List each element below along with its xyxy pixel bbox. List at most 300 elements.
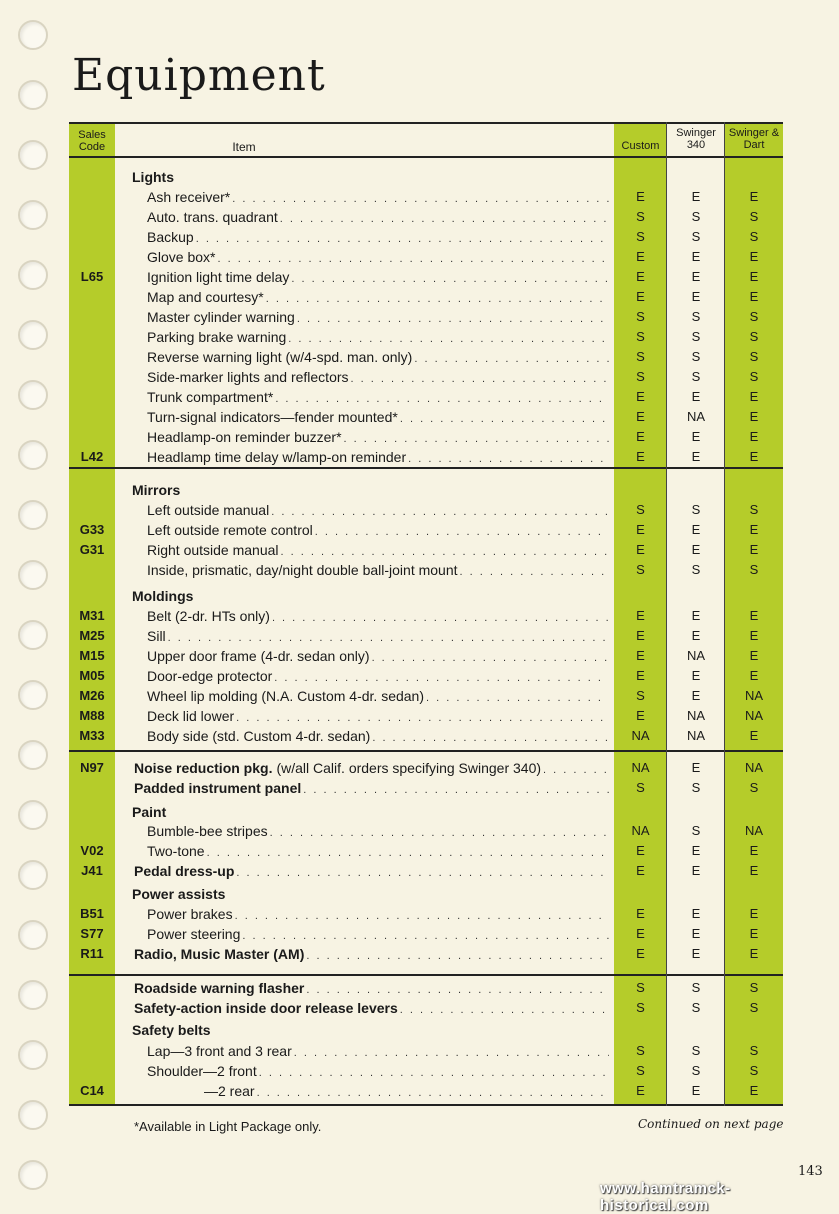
- custom-value: E: [636, 522, 645, 537]
- custom-value: S: [636, 502, 645, 517]
- table-row: [69, 347, 783, 367]
- custom-value: S: [636, 369, 645, 384]
- swinger-dart-value: E: [749, 289, 759, 304]
- custom-value: E: [636, 863, 645, 878]
- item-text: Power steering: [147, 926, 241, 942]
- item-text: Power brakes: [147, 906, 233, 922]
- swinger-dart-value: S: [749, 980, 759, 995]
- table-row: [69, 1041, 783, 1061]
- table-row: [69, 367, 783, 387]
- custom-value: E: [636, 449, 645, 464]
- item-text: Ignition light time delay: [147, 269, 290, 285]
- item-label: [147, 500, 609, 520]
- swinger340-value: E: [691, 946, 701, 961]
- item-text: Glove box*: [147, 249, 216, 265]
- dot-leader: [460, 562, 609, 582]
- sales-code: M88: [79, 708, 105, 723]
- heading-power-assists: Power assists: [132, 886, 226, 902]
- dot-leader: [196, 229, 609, 249]
- item-text: Headlamp time delay w/lamp-on reminder: [147, 449, 407, 465]
- item-text: —2 rear: [204, 1083, 255, 1099]
- table-row: [69, 606, 783, 626]
- swinger-dart-value: E: [749, 269, 759, 284]
- custom-value: E: [636, 843, 645, 858]
- swinger340-value: E: [691, 289, 701, 304]
- swinger-dart-value: E: [749, 926, 759, 941]
- dot-leader: [372, 728, 609, 748]
- sales-code: M31: [79, 608, 105, 623]
- table-row: [69, 841, 783, 861]
- item-label: [147, 841, 609, 861]
- swinger340-value: E: [691, 688, 701, 703]
- item-label: [147, 666, 609, 686]
- item-label: [147, 387, 609, 407]
- swinger-dart-value: E: [749, 1083, 759, 1098]
- item-label: [147, 1061, 609, 1081]
- dot-leader: [242, 926, 609, 946]
- item-label: [134, 778, 609, 798]
- item-label: [147, 427, 609, 447]
- item-label: [147, 267, 609, 287]
- swinger340-value: E: [691, 249, 701, 264]
- header-sales-code: Sales Code: [78, 129, 106, 153]
- swinger340-value: E: [691, 429, 701, 444]
- header-swinger-dart: Swinger & Dart: [728, 127, 780, 151]
- swinger-dart-value: E: [749, 522, 759, 537]
- dot-leader: [351, 369, 609, 389]
- table-row: [69, 500, 783, 520]
- item-label: [204, 1081, 609, 1101]
- item-text: Roadside warning flasher: [134, 980, 305, 996]
- table-row: [69, 861, 783, 881]
- footnote: *Available in Light Package only.: [134, 1119, 322, 1134]
- item-label: [134, 861, 609, 881]
- table-row: [69, 758, 783, 778]
- item-text: Right outside manual: [147, 542, 279, 558]
- dot-leader: [303, 780, 609, 800]
- binder-hole: [18, 500, 48, 530]
- item-text: Auto. trans. quadrant: [147, 209, 278, 225]
- swinger340-value: S: [691, 1063, 701, 1078]
- swinger340-value: E: [691, 863, 701, 878]
- dot-leader: [281, 542, 609, 562]
- swinger340-value: S: [691, 562, 701, 577]
- header-swinger340: Swinger 340: [676, 127, 716, 151]
- swinger340-value: E: [691, 906, 701, 921]
- custom-value: E: [636, 946, 645, 961]
- sales-code: J41: [81, 863, 103, 878]
- custom-value: S: [636, 1000, 645, 1015]
- sales-code: M33: [79, 728, 105, 743]
- custom-value: S: [636, 688, 645, 703]
- item-text: Body side (std. Custom 4-dr. sedan): [147, 728, 371, 744]
- dot-leader: [274, 668, 609, 688]
- item-text: Parking brake warning: [147, 329, 287, 345]
- table-row: [69, 666, 783, 686]
- custom-value: E: [636, 542, 645, 557]
- item-label: [147, 924, 609, 944]
- item-label: [147, 520, 609, 540]
- swinger-dart-value: S: [749, 1000, 759, 1015]
- swinger340-value: S: [691, 823, 701, 838]
- item-text: Map and courtesy*: [147, 289, 264, 305]
- item-text: Turn-signal indicators—fender mounted*: [147, 409, 398, 425]
- swinger340-value: E: [691, 760, 701, 775]
- sales-code: V02: [80, 843, 104, 858]
- table-row: [69, 998, 783, 1018]
- item-label: [147, 287, 609, 307]
- sales-code: S77: [80, 926, 104, 941]
- sales-code: B51: [80, 906, 104, 921]
- table-row: [69, 706, 783, 726]
- item-label: [147, 686, 609, 706]
- custom-value: E: [636, 906, 645, 921]
- swinger340-value: E: [691, 269, 701, 284]
- item-text: Radio, Music Master (AM): [134, 946, 305, 962]
- custom-value: S: [636, 980, 645, 995]
- dot-leader: [400, 409, 609, 429]
- swinger340-value: NA: [686, 728, 706, 743]
- table-row: [69, 447, 783, 467]
- swinger-dart-value: NA: [744, 760, 764, 775]
- table-row: [69, 387, 783, 407]
- item-text: Pedal dress-up: [134, 863, 235, 879]
- dot-leader: [408, 449, 609, 469]
- sales-code: G33: [79, 522, 105, 537]
- swinger-dart-value: E: [749, 189, 759, 204]
- table-row: [69, 520, 783, 540]
- swinger340-value: E: [691, 926, 701, 941]
- dot-leader: [288, 329, 609, 349]
- custom-value: E: [636, 409, 645, 424]
- item-label: [147, 347, 609, 367]
- item-label: [147, 187, 609, 207]
- swinger-dart-value: E: [749, 728, 759, 743]
- swinger340-value: E: [691, 1083, 701, 1098]
- custom-value: E: [636, 668, 645, 683]
- item-label: [147, 367, 609, 387]
- item-text: Two-tone: [147, 843, 205, 859]
- swinger340-value: E: [691, 668, 701, 683]
- swinger-dart-value: S: [749, 1063, 759, 1078]
- table-row: [69, 247, 783, 267]
- custom-value: E: [636, 926, 645, 941]
- swinger-dart-value: S: [749, 369, 759, 384]
- sales-code: M05: [79, 668, 105, 683]
- item-text: Backup: [147, 229, 194, 245]
- item-text: Sill: [147, 628, 166, 644]
- swinger-dart-value: E: [749, 542, 759, 557]
- item-text: Upper door frame (4-dr. sedan only): [147, 648, 370, 664]
- table-row: [69, 944, 783, 964]
- dot-leader: [372, 648, 609, 668]
- custom-value: S: [636, 562, 645, 577]
- dot-leader: [400, 1000, 609, 1020]
- item-label: [147, 560, 609, 580]
- item-label: [147, 646, 609, 666]
- swinger-dart-value: NA: [744, 823, 764, 838]
- dot-leader: [315, 522, 609, 542]
- item-label: [147, 904, 609, 924]
- custom-value: NA: [631, 728, 650, 743]
- heading-moldings: Moldings: [132, 588, 194, 604]
- item-label: [147, 327, 609, 347]
- swinger-dart-value: S: [749, 329, 759, 344]
- binder-hole: [18, 1160, 48, 1190]
- item-text: Side-marker lights and reflectors: [147, 369, 349, 385]
- dot-leader: [266, 289, 609, 309]
- custom-value: E: [636, 648, 645, 663]
- swinger-dart-value: E: [749, 946, 759, 961]
- item-text: Inside, prismatic, day/night double ball-joint mount: [147, 562, 458, 578]
- dot-leader: [297, 309, 609, 329]
- table-row: [69, 726, 783, 746]
- sales-code: N97: [80, 760, 104, 775]
- binder-hole: [18, 260, 48, 290]
- dot-leader: [207, 843, 609, 863]
- swinger340-value: E: [691, 542, 701, 557]
- custom-value: S: [636, 229, 645, 244]
- binder-hole: [18, 320, 48, 350]
- dot-leader: [272, 608, 609, 628]
- swinger-dart-value: E: [749, 409, 759, 424]
- custom-value: E: [636, 708, 645, 723]
- dot-leader: [257, 1083, 609, 1103]
- swinger-dart-value: E: [749, 668, 759, 683]
- dot-leader: [306, 946, 609, 966]
- table-top-rule: [69, 122, 783, 124]
- heading-mirrors: Mirrors: [132, 482, 181, 498]
- dot-leader: [291, 269, 609, 289]
- table-row: [69, 287, 783, 307]
- dot-leader: [259, 1063, 609, 1083]
- header-item: Item: [232, 140, 256, 154]
- item-label: [147, 540, 609, 560]
- binder-hole: [18, 560, 48, 590]
- item-text: Headlamp-on reminder buzzer*: [147, 429, 342, 445]
- header-custom: Custom: [621, 140, 660, 152]
- custom-value: S: [636, 329, 645, 344]
- custom-value: E: [636, 628, 645, 643]
- page-number: 143: [798, 1164, 823, 1179]
- item-label: [147, 247, 609, 267]
- swinger340-value: E: [691, 449, 701, 464]
- swinger340-value: S: [691, 229, 701, 244]
- swinger340-value: S: [691, 209, 701, 224]
- table-row: [69, 207, 783, 227]
- item-label: [134, 758, 609, 778]
- table-row: [69, 307, 783, 327]
- binder-hole: [18, 920, 48, 950]
- heading-paint: Paint: [132, 804, 167, 820]
- swinger340-value: S: [691, 369, 701, 384]
- dot-leader: [232, 189, 609, 209]
- sales-code: M25: [79, 628, 105, 643]
- continued-note: Continued on next page: [638, 1117, 784, 1131]
- custom-value: S: [636, 1043, 645, 1058]
- dot-leader: [306, 980, 609, 1000]
- table-row: [69, 187, 783, 207]
- binder-hole: [18, 860, 48, 890]
- custom-value: S: [636, 349, 645, 364]
- dot-leader: [236, 863, 609, 883]
- item-text: Noise reduction pkg.: [134, 760, 273, 776]
- binder-hole: [18, 440, 48, 470]
- item-label: [147, 706, 609, 726]
- binder-hole: [18, 680, 48, 710]
- table-row: [69, 686, 783, 706]
- binder-hole: [18, 20, 48, 50]
- swinger-dart-value: S: [749, 349, 759, 364]
- item-text: Door-edge protector: [147, 668, 273, 684]
- table-row: [69, 821, 783, 841]
- header-rule: [69, 156, 783, 158]
- swinger-dart-value: E: [749, 608, 759, 623]
- dot-leader: [414, 349, 609, 369]
- dot-leader: [280, 209, 609, 229]
- item-text: Deck lid lower: [147, 708, 235, 724]
- swinger-dart-value: E: [749, 843, 759, 858]
- custom-value: E: [636, 289, 645, 304]
- item-text: Safety-action inside door release levers: [134, 1000, 398, 1016]
- table-row: [69, 1081, 783, 1101]
- swinger340-value: E: [691, 389, 701, 404]
- item-label: [147, 307, 609, 327]
- item-label: [147, 207, 609, 227]
- swinger-dart-value: S: [749, 229, 759, 244]
- swinger340-value: E: [691, 628, 701, 643]
- custom-value: E: [636, 389, 645, 404]
- table-row: [69, 646, 783, 666]
- table-row: [69, 978, 783, 998]
- swinger340-value: S: [691, 1000, 701, 1015]
- item-label: [147, 447, 609, 467]
- swinger-dart-value: E: [749, 863, 759, 878]
- dot-leader: [271, 502, 609, 522]
- item-label: [147, 821, 609, 841]
- dot-leader: [294, 1043, 609, 1063]
- swinger340-value: S: [691, 309, 701, 324]
- dot-leader: [270, 823, 609, 843]
- sales-code: L65: [80, 269, 104, 284]
- dot-leader: [426, 688, 609, 708]
- sales-code: M15: [79, 648, 105, 663]
- item-text: Shoulder—2 front: [147, 1063, 257, 1079]
- swinger340-value: S: [691, 329, 701, 344]
- item-label: [134, 998, 609, 1018]
- table-row: [69, 778, 783, 798]
- item-label: [147, 1041, 609, 1061]
- swinger340-value: NA: [686, 648, 706, 663]
- item-text: Trunk compartment*: [147, 389, 274, 405]
- item-text: Wheel lip molding (N.A. Custom 4-dr. sedan): [147, 688, 424, 704]
- swinger-dart-value: S: [749, 780, 759, 795]
- watermark: www.hamtramck-historical.com: [600, 1180, 731, 1214]
- binder-hole: [18, 80, 48, 110]
- binder-hole: [18, 1100, 48, 1130]
- swinger-dart-value: E: [749, 906, 759, 921]
- item-label: [134, 978, 609, 998]
- custom-value: NA: [631, 760, 650, 775]
- swinger-dart-value: E: [749, 648, 759, 663]
- item-text: Master cylinder warning: [147, 309, 295, 325]
- dot-leader: [275, 389, 609, 409]
- swinger-dart-value: E: [749, 249, 759, 264]
- table-bottom-rule: [69, 1104, 783, 1106]
- swinger340-value: E: [691, 189, 701, 204]
- swinger-dart-value: S: [749, 502, 759, 517]
- heading-safety-belts: Safety belts: [132, 1022, 211, 1038]
- sales-code: C14: [80, 1083, 104, 1098]
- dot-leader: [217, 249, 609, 269]
- table-row: [69, 227, 783, 247]
- sales-code: R11: [80, 946, 104, 961]
- custom-value: E: [636, 429, 645, 444]
- table-row: [69, 904, 783, 924]
- custom-value: E: [636, 269, 645, 284]
- binder-holes: [18, 20, 48, 1180]
- section-rule: [69, 974, 783, 976]
- swinger-dart-value: S: [749, 562, 759, 577]
- table-row: [69, 427, 783, 447]
- item-label: [134, 944, 609, 964]
- table-row: [69, 267, 783, 287]
- binder-hole: [18, 200, 48, 230]
- swinger340-value: S: [691, 1043, 701, 1058]
- custom-value: NA: [631, 823, 650, 838]
- equipment-table: [69, 122, 783, 1106]
- custom-value: S: [636, 309, 645, 324]
- swinger-dart-value: S: [749, 209, 759, 224]
- item-text: Left outside remote control: [147, 522, 313, 538]
- swinger-dart-value: E: [749, 628, 759, 643]
- item-text: Padded instrument panel: [134, 780, 302, 796]
- swinger340-value: E: [691, 608, 701, 623]
- table-row: [69, 626, 783, 646]
- item-text: Ash receiver*: [147, 189, 231, 205]
- binder-hole: [18, 1040, 48, 1070]
- custom-value: S: [636, 1063, 645, 1078]
- heading-lights: Lights: [132, 169, 174, 185]
- sales-code: L42: [80, 449, 104, 464]
- item-text: Bumble-bee stripes: [147, 823, 268, 839]
- swinger340-value: NA: [686, 708, 706, 723]
- binder-hole: [18, 140, 48, 170]
- swinger-dart-value: E: [749, 389, 759, 404]
- swinger340-value: S: [691, 980, 701, 995]
- swinger-dart-value: NA: [744, 708, 764, 723]
- binder-hole: [18, 620, 48, 650]
- table-row: [69, 540, 783, 560]
- swinger-dart-value: E: [749, 429, 759, 444]
- section-rule: [69, 750, 783, 752]
- item-label: [147, 407, 609, 427]
- table-row: [69, 407, 783, 427]
- item-text: Lap—3 front and 3 rear: [147, 1043, 292, 1059]
- swinger-dart-value: NA: [744, 688, 764, 703]
- swinger340-value: S: [691, 502, 701, 517]
- sales-code: G31: [79, 542, 105, 557]
- item-text: Reverse warning light (w/4-spd. man. only): [147, 349, 413, 365]
- swinger340-value: S: [691, 349, 701, 364]
- dot-leader: [543, 760, 609, 780]
- table-row: [69, 327, 783, 347]
- swinger340-value: S: [691, 780, 701, 795]
- dot-leader: [344, 429, 609, 449]
- custom-value: S: [636, 780, 645, 795]
- custom-value: E: [636, 249, 645, 264]
- item-label: [147, 606, 609, 626]
